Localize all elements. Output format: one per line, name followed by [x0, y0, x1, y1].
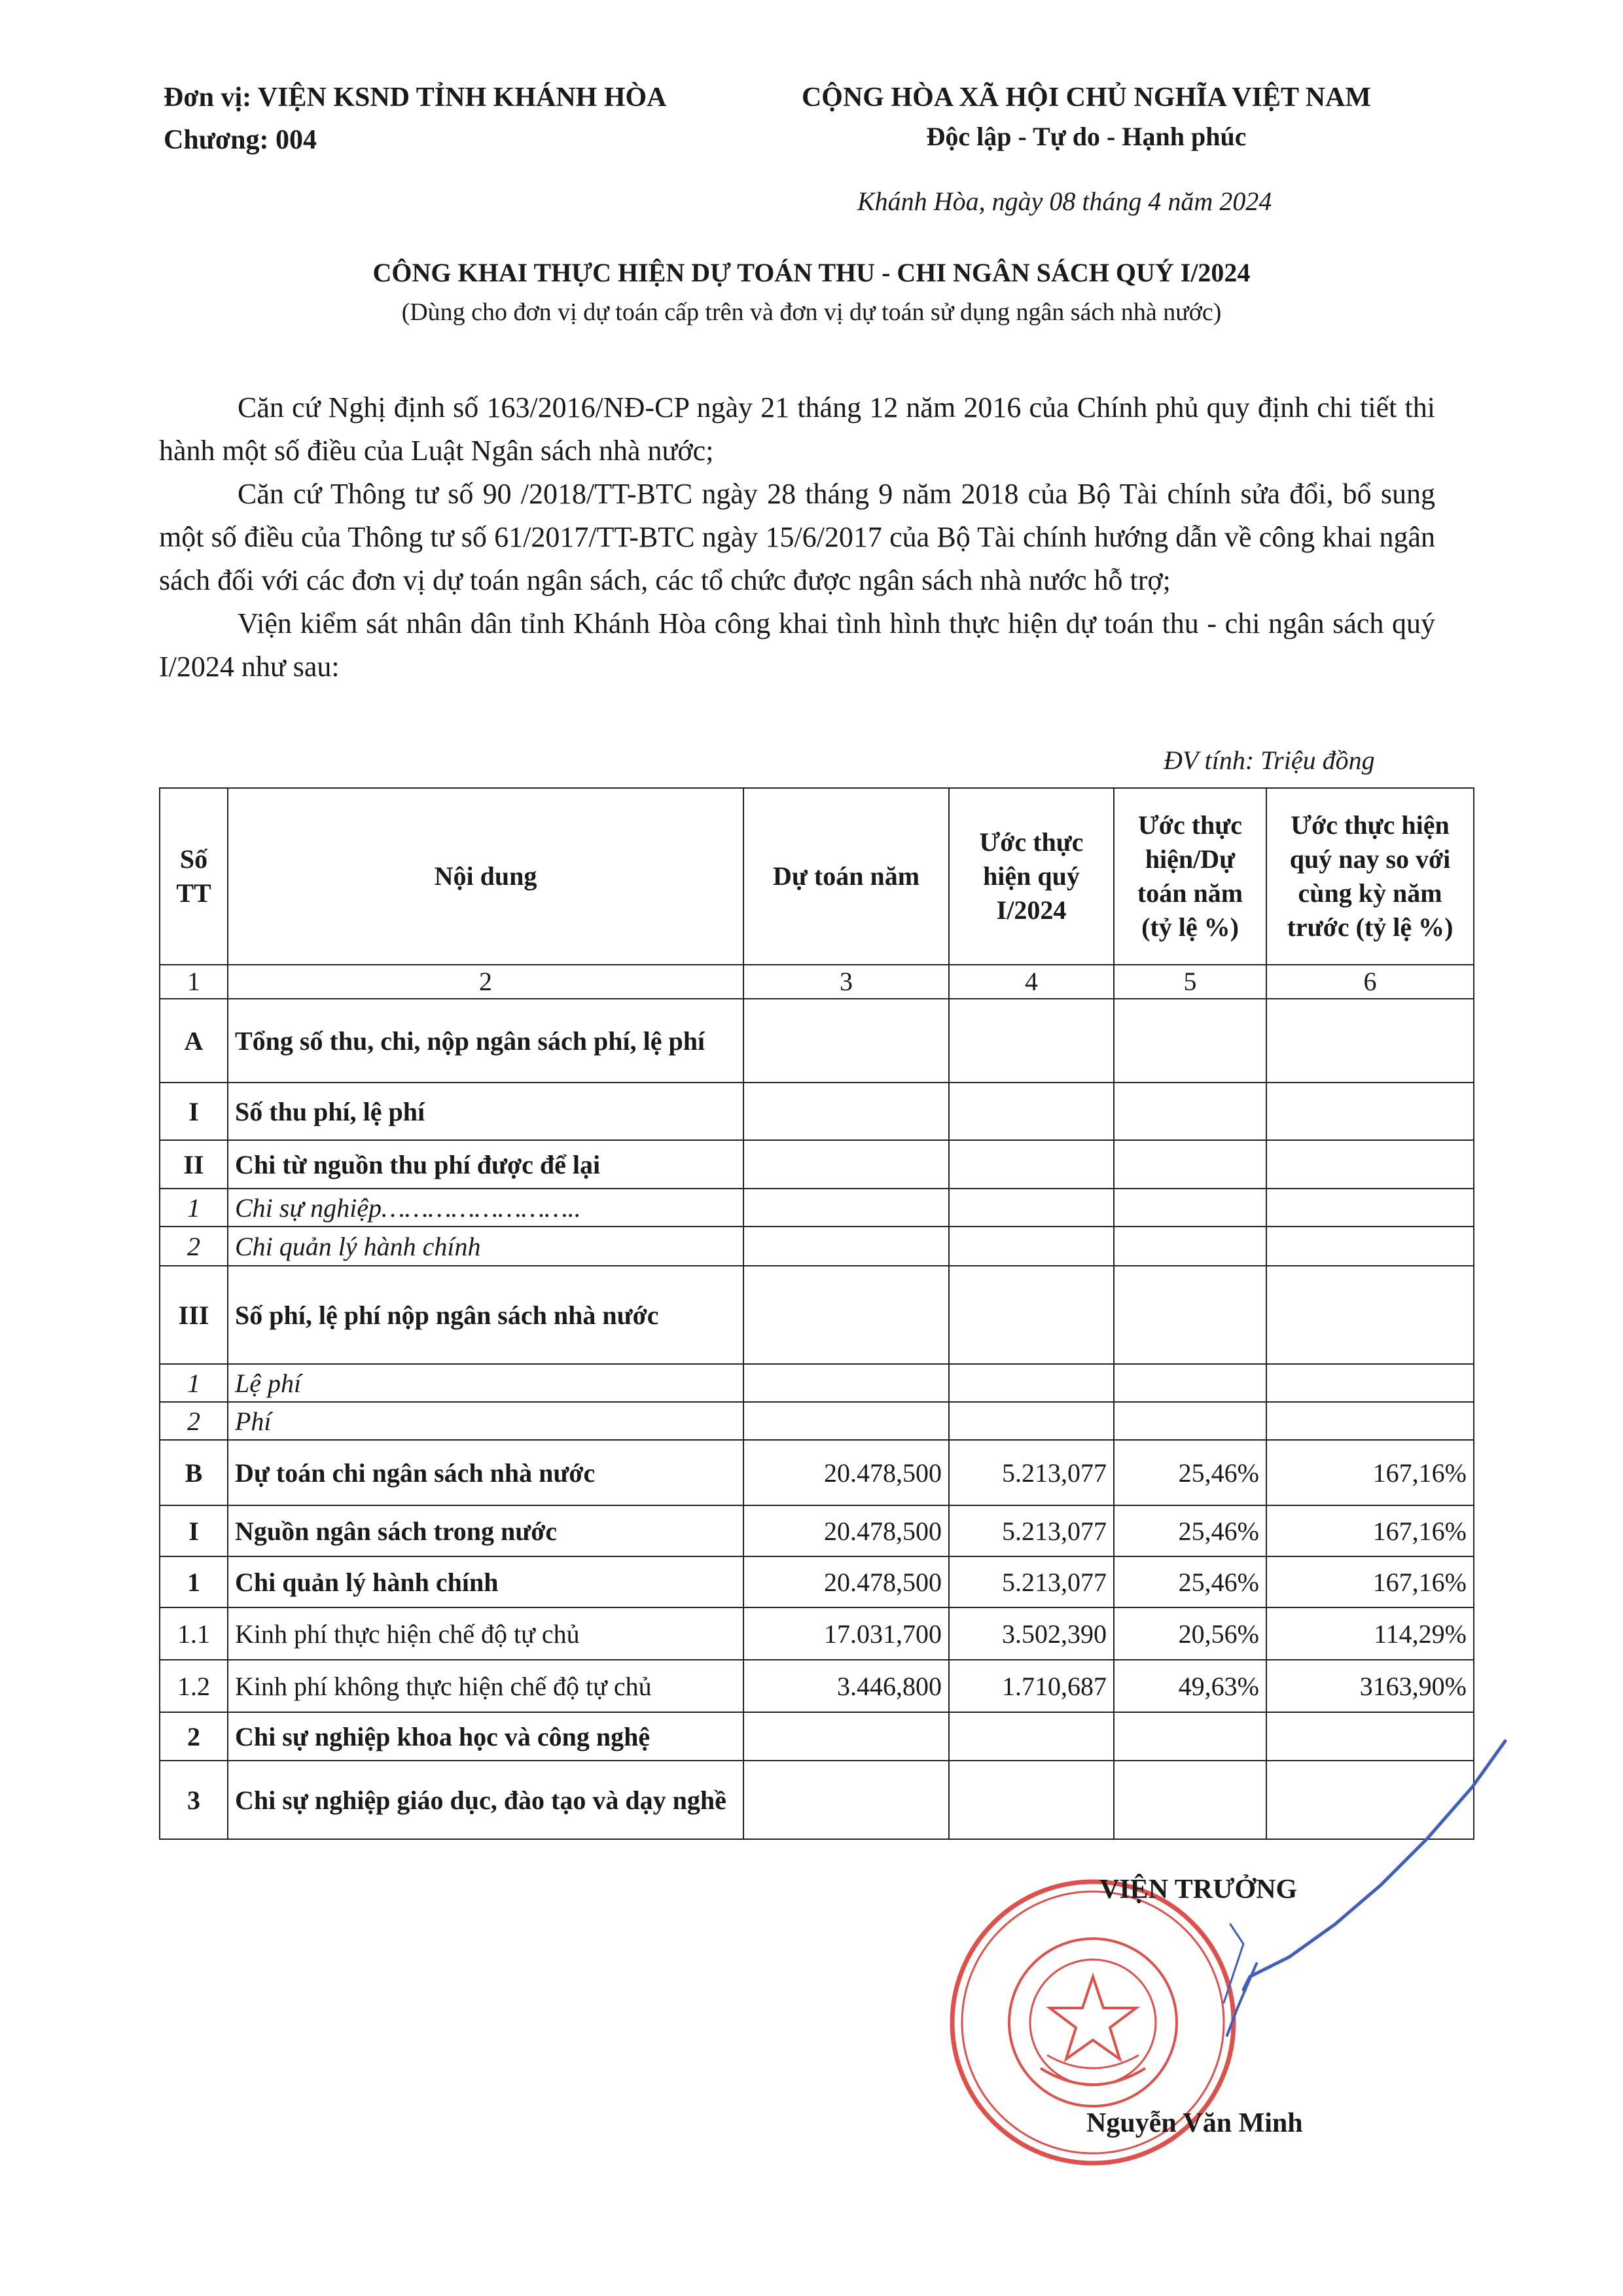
row-q1	[949, 1761, 1114, 1839]
budget-table	[159, 787, 1474, 1840]
document-subtitle: (Dùng cho đơn vị dự toán cấp trên và đơn vị dự toán sử dụng ngân sách nhà nước)	[401, 298, 1222, 326]
row-ratio-annual	[1114, 1364, 1266, 1402]
row-content: Chi từ nguồn thu phí được để lại	[228, 1140, 743, 1189]
row-stt: 1	[160, 1189, 228, 1227]
column-index: 5	[1114, 965, 1266, 999]
body-text	[159, 386, 1435, 689]
legal-basis-decree: Căn cứ Nghị định số 163/2016/NĐ-CP ngày 21 tháng 12 năm 2016 của Chính phủ quy định chi tiết thi hành một số điều của Luật Ngân sách nhà nước;	[159, 391, 1435, 467]
document-title: CÔNG KHAI THỰC HIỆN DỰ TOÁN THU - CHI NGÂN SÁCH QUÝ I/2024	[372, 258, 1251, 287]
unit-name: Đơn vị: VIỆN KSND TỈNH KHÁNH HÒA	[164, 82, 667, 113]
row-annual	[743, 1227, 949, 1266]
header-content: Nội dung	[228, 788, 743, 965]
row-ratio-previous: 167,16%	[1266, 1440, 1474, 1505]
row-ratio-annual: 25,46%	[1114, 1556, 1266, 1607]
row-content: Chi quản lý hành chính	[228, 1227, 743, 1266]
row-stt: 1.2	[160, 1660, 228, 1712]
row-q1	[949, 1140, 1114, 1189]
row-ratio-previous	[1266, 1364, 1474, 1402]
row-ratio-previous	[1266, 1083, 1474, 1140]
table-row	[160, 1189, 1474, 1227]
header-q1-estimate: Ước thực hiện quý I/2024	[949, 788, 1114, 965]
row-q1	[949, 1266, 1114, 1364]
row-content: Chi sự nghiệp……………………..	[228, 1189, 743, 1227]
row-stt: 1	[160, 1364, 228, 1402]
header-ratio-annual: Ước thực hiện/Dự toán năm (tỷ lệ %)	[1114, 788, 1266, 965]
row-ratio-previous	[1266, 1140, 1474, 1189]
row-stt: I	[160, 1083, 228, 1140]
row-q1	[949, 1712, 1114, 1761]
row-ratio-previous: 167,16%	[1266, 1556, 1474, 1607]
row-annual: 17.031,700	[743, 1607, 949, 1660]
row-content: Chi sự nghiệp giáo dục, đào tạo và dạy nghề	[228, 1761, 743, 1839]
row-annual	[743, 1761, 949, 1839]
table-row	[160, 1607, 1474, 1660]
table-row	[160, 1364, 1474, 1402]
row-content: Dự toán chi ngân sách nhà nước	[228, 1440, 743, 1505]
row-stt: 1.1	[160, 1607, 228, 1660]
header-annual-estimate: Dự toán năm	[743, 788, 949, 965]
row-stt: III	[160, 1266, 228, 1364]
row-q1: 1.710,687	[949, 1660, 1114, 1712]
nation-motto: Độc lập - Tự do - Hạnh phúc	[926, 122, 1247, 151]
row-annual	[743, 1189, 949, 1227]
row-q1	[949, 1402, 1114, 1440]
row-ratio-annual: 20,56%	[1114, 1607, 1266, 1660]
row-ratio-annual	[1114, 1402, 1266, 1440]
header-ratio-previous-year: Ước thực hiện quý nay so với cùng kỳ năm trước (tỷ lệ %)	[1266, 788, 1474, 965]
column-index: 3	[743, 965, 949, 999]
row-ratio-annual	[1114, 1083, 1266, 1140]
row-annual: 20.478,500	[743, 1505, 949, 1556]
handwritten-signature	[1165, 1728, 1531, 2068]
row-stt: 2	[160, 1227, 228, 1266]
place-date: Khánh Hòa, ngày 08 tháng 4 năm 2024	[857, 187, 1272, 216]
row-q1	[949, 1083, 1114, 1140]
chapter-code: Chương: 004	[164, 125, 317, 155]
table-row	[160, 1266, 1474, 1364]
table-row	[160, 1227, 1474, 1266]
row-annual	[743, 1402, 949, 1440]
row-ratio-annual	[1114, 1189, 1266, 1227]
row-annual: 20.478,500	[743, 1440, 949, 1505]
row-content: Kinh phí không thực hiện chế độ tự chủ	[228, 1660, 743, 1712]
row-annual: 20.478,500	[743, 1556, 949, 1607]
row-ratio-annual	[1114, 1140, 1266, 1189]
row-content: Kinh phí thực hiện chế độ tự chủ	[228, 1607, 743, 1660]
table-row	[160, 1140, 1474, 1189]
row-annual	[743, 1083, 949, 1140]
nation-title: CỘNG HÒA XÃ HỘI CHỦ NGHĨA VIỆT NAM	[801, 82, 1372, 113]
row-content: Số phí, lệ phí nộp ngân sách nhà nước	[228, 1266, 743, 1364]
row-q1	[949, 999, 1114, 1083]
announcement-intro: Viện kiểm sát nhân dân tỉnh Khánh Hòa công khai tình hình thực hiện dự toán thu - chi ngân sách quý I/2024 như sau:	[159, 607, 1435, 683]
table-row	[160, 1556, 1474, 1607]
table-row	[160, 999, 1474, 1083]
row-content: Phí	[228, 1402, 743, 1440]
row-stt: 2	[160, 1712, 228, 1761]
signer-name: Nguyễn Văn Minh	[1086, 2108, 1303, 2138]
column-index: 6	[1266, 965, 1474, 999]
row-stt: 3	[160, 1761, 228, 1839]
legal-basis-circular: Căn cứ Thông tư số 90 /2018/TT-BTC ngày 28 tháng 9 năm 2018 của Bộ Tài chính sửa đổi, bổ sung một số điều của Thông tư số 61/2017/TT-BTC ngày 15/6/2017 của Bộ Tài chính hướng dẫn về công khai ngân sách đối với các đơn vị dự toán ngân sách, các tổ chức được ngân sách nhà nước hỗ trợ;	[159, 478, 1435, 596]
row-ratio-annual: 49,63%	[1114, 1660, 1266, 1712]
row-annual	[743, 999, 949, 1083]
row-annual	[743, 1364, 949, 1402]
row-q1: 3.502,390	[949, 1607, 1114, 1660]
row-q1	[949, 1364, 1114, 1402]
row-annual	[743, 1140, 949, 1189]
column-index: 1	[160, 965, 228, 999]
row-annual	[743, 1712, 949, 1761]
row-ratio-annual	[1114, 1227, 1266, 1266]
row-annual	[743, 1266, 949, 1364]
row-ratio-previous	[1266, 1189, 1474, 1227]
row-ratio-annual: 25,46%	[1114, 1440, 1266, 1505]
table-row	[160, 1083, 1474, 1140]
row-stt: 2	[160, 1402, 228, 1440]
row-ratio-previous	[1266, 999, 1474, 1083]
row-annual: 3.446,800	[743, 1660, 949, 1712]
header-stt: Số TT	[160, 788, 228, 965]
row-stt: I	[160, 1505, 228, 1556]
row-content: Chi sự nghiệp khoa học và công nghệ	[228, 1712, 743, 1761]
row-q1	[949, 1227, 1114, 1266]
row-ratio-previous	[1266, 1402, 1474, 1440]
table-header-row	[160, 788, 1474, 965]
row-ratio-previous	[1266, 1266, 1474, 1364]
row-stt: 1	[160, 1556, 228, 1607]
row-q1: 5.213,077	[949, 1556, 1114, 1607]
row-stt: II	[160, 1140, 228, 1189]
row-content: Lệ phí	[228, 1364, 743, 1402]
row-content: Chi quản lý hành chính	[228, 1556, 743, 1607]
table-row	[160, 1660, 1474, 1712]
signer-role: VIỆN TRƯỞNG	[1099, 1874, 1298, 1905]
column-index: 4	[949, 965, 1114, 999]
row-stt: A	[160, 999, 228, 1083]
table-row	[160, 1440, 1474, 1505]
row-ratio-previous: 114,29%	[1266, 1607, 1474, 1660]
unit-note: ĐV tính: Triệu đồng	[1164, 745, 1375, 775]
row-q1: 5.213,077	[949, 1505, 1114, 1556]
row-ratio-previous: 3163,90%	[1266, 1660, 1474, 1712]
row-ratio-annual	[1114, 999, 1266, 1083]
row-ratio-previous	[1266, 1227, 1474, 1266]
row-ratio-previous: 167,16%	[1266, 1505, 1474, 1556]
row-content: Tổng số thu, chi, nộp ngân sách phí, lệ phí	[228, 999, 743, 1083]
row-ratio-annual	[1114, 1266, 1266, 1364]
table-row	[160, 1505, 1474, 1556]
row-q1	[949, 1189, 1114, 1227]
row-ratio-annual: 25,46%	[1114, 1505, 1266, 1556]
row-stt: B	[160, 1440, 228, 1505]
row-content: Nguồn ngân sách trong nước	[228, 1505, 743, 1556]
column-index: 2	[228, 965, 743, 999]
row-content: Số thu phí, lệ phí	[228, 1083, 743, 1140]
row-q1: 5.213,077	[949, 1440, 1114, 1505]
table-row	[160, 1402, 1474, 1440]
column-index-row	[160, 965, 1474, 999]
